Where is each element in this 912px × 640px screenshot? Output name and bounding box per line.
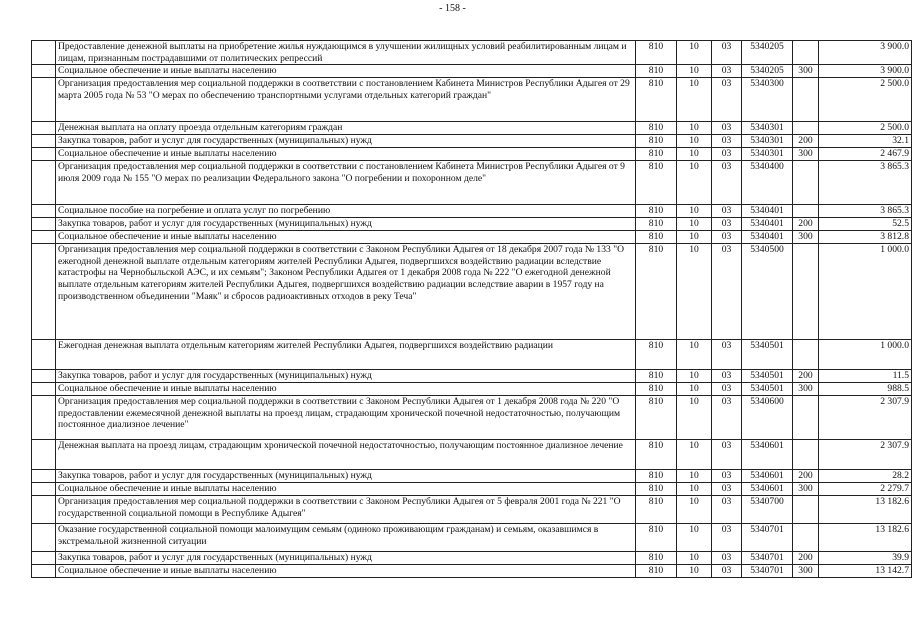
blank-cell <box>32 483 56 496</box>
row-csr: 5340501 <box>742 370 793 383</box>
row-adm: 810 <box>636 396 677 440</box>
row-sum: 2 279.7 <box>819 483 912 496</box>
row-adm: 810 <box>636 122 677 135</box>
blank-cell <box>32 122 56 135</box>
blank-cell <box>32 78 56 122</box>
row-rz: 10 <box>677 383 712 396</box>
blank-cell <box>32 396 56 440</box>
row-rz: 10 <box>677 122 712 135</box>
blank-cell <box>32 65 56 78</box>
row-sum: 13 182.6 <box>819 496 912 524</box>
row-csr: 5340701 <box>742 565 793 578</box>
row-name: Закупка товаров, работ и услуг для государственных (муниципальных) нужд <box>56 470 636 483</box>
row-rz: 10 <box>677 370 712 383</box>
table-row <box>32 135 912 148</box>
row-rz: 10 <box>677 231 712 244</box>
row-vr: 300 <box>793 483 819 496</box>
blank-cell <box>32 205 56 218</box>
blank-cell <box>32 496 56 524</box>
row-sum: 2 307.9 <box>819 440 912 470</box>
table-row <box>32 205 912 218</box>
blank-cell <box>32 524 56 552</box>
row-rz: 10 <box>677 148 712 161</box>
row-name: Социальное обеспечение и иные выплаты населению <box>56 483 636 496</box>
row-vr: 200 <box>793 135 819 148</box>
table-row <box>32 524 912 552</box>
row-vr <box>793 396 819 440</box>
row-csr: 5340301 <box>742 122 793 135</box>
row-rz: 10 <box>677 135 712 148</box>
row-csr: 5340701 <box>742 524 793 552</box>
row-sum: 52.5 <box>819 218 912 231</box>
row-rz: 10 <box>677 440 712 470</box>
row-name: Социальное обеспечение и иные выплаты населению <box>56 231 636 244</box>
row-sum: 3 865.3 <box>819 205 912 218</box>
row-name: Ежегодная денежная выплата отдельным категориям жителей Республики Адыгея, подвергшихся воздействию радиации <box>56 340 636 370</box>
row-prz: 03 <box>712 78 742 122</box>
row-rz: 10 <box>677 552 712 565</box>
blank-cell <box>32 565 56 578</box>
row-vr <box>793 244 819 340</box>
row-csr: 5340205 <box>742 65 793 78</box>
table-row <box>32 161 912 205</box>
row-csr: 5340501 <box>742 340 793 370</box>
row-prz: 03 <box>712 383 742 396</box>
row-rz: 10 <box>677 396 712 440</box>
row-adm: 810 <box>636 135 677 148</box>
row-name: Оказание государственной социальной помощи малоимущим семьям (одиноко проживающим гражданам) и семьям, оказавшимся в экстремальной жизненной ситуации <box>56 524 636 552</box>
row-csr: 5340401 <box>742 218 793 231</box>
row-sum: 988.5 <box>819 383 912 396</box>
table-row <box>32 218 912 231</box>
row-csr: 5340400 <box>742 161 793 205</box>
row-adm: 810 <box>636 565 677 578</box>
row-rz: 10 <box>677 496 712 524</box>
row-sum: 3 900.0 <box>819 41 912 65</box>
row-name: Предоставление денежной выплаты на приобретение жилья нуждающимся в улучшении жилищных условий реабилитированным лицам и лицам, признанным пострадавшими от политических репрессий <box>56 41 636 65</box>
row-name: Закупка товаров, работ и услуг для государственных (муниципальных) нужд <box>56 370 636 383</box>
row-sum: 13 182.6 <box>819 524 912 552</box>
row-vr <box>793 205 819 218</box>
table-row <box>32 231 912 244</box>
row-prz: 03 <box>712 552 742 565</box>
row-vr: 300 <box>793 231 819 244</box>
row-adm: 810 <box>636 483 677 496</box>
row-prz: 03 <box>712 244 742 340</box>
row-csr: 5340601 <box>742 470 793 483</box>
row-rz: 10 <box>677 65 712 78</box>
row-csr: 5340601 <box>742 483 793 496</box>
row-vr: 300 <box>793 565 819 578</box>
row-sum: 28.2 <box>819 470 912 483</box>
row-vr: 200 <box>793 552 819 565</box>
row-adm: 810 <box>636 148 677 161</box>
row-name: Социальное обеспечение и иные выплаты населению <box>56 148 636 161</box>
row-name: Денежная выплата на проезд лицам, страдающим хронической почечной недостаточностью, получающим постоянное диализное лечение <box>56 440 636 470</box>
table-row <box>32 496 912 524</box>
row-adm: 810 <box>636 340 677 370</box>
row-rz: 10 <box>677 78 712 122</box>
budget-table-body <box>32 41 912 578</box>
row-vr <box>793 340 819 370</box>
blank-cell <box>32 231 56 244</box>
row-adm: 810 <box>636 470 677 483</box>
row-vr <box>793 440 819 470</box>
row-name: Социальное обеспечение и иные выплаты населению <box>56 565 636 578</box>
row-sum: 2 307.9 <box>819 396 912 440</box>
row-adm: 810 <box>636 383 677 396</box>
row-vr: 200 <box>793 218 819 231</box>
row-name: Закупка товаров, работ и услуг для государственных (муниципальных) нужд <box>56 218 636 231</box>
row-prz: 03 <box>712 135 742 148</box>
table-row <box>32 244 912 340</box>
row-prz: 03 <box>712 205 742 218</box>
row-prz: 03 <box>712 218 742 231</box>
row-adm: 810 <box>636 552 677 565</box>
blank-cell <box>32 440 56 470</box>
row-csr: 5340600 <box>742 396 793 440</box>
table-row <box>32 565 912 578</box>
row-sum: 3 812.8 <box>819 231 912 244</box>
table-row <box>32 440 912 470</box>
row-name: Организация предоставления мер социальной поддержки в соответствии с Законом Республики Адыгея от 5 февраля 2001 года № 221 "О государственной социальной помощи в Республике Адыгея" <box>56 496 636 524</box>
blank-cell <box>32 470 56 483</box>
blank-cell <box>32 340 56 370</box>
row-sum: 1 000.0 <box>819 244 912 340</box>
table-row <box>32 470 912 483</box>
blank-cell <box>32 218 56 231</box>
row-adm: 810 <box>636 440 677 470</box>
row-prz: 03 <box>712 41 742 65</box>
row-sum: 1 000.0 <box>819 340 912 370</box>
row-csr: 5340700 <box>742 496 793 524</box>
row-adm: 810 <box>636 161 677 205</box>
row-adm: 810 <box>636 78 677 122</box>
row-prz: 03 <box>712 161 742 205</box>
row-adm: 810 <box>636 496 677 524</box>
row-name: Организация предоставления мер социальной поддержки в соответствии с Законом Республики Адыгея от 1 декабря 2008 года № 220 "О предоставлении ежемесячной денежной выплаты на проезд лицам, страдающим хронической почечной недостаточностью, получающим постоянное диализное лечение" <box>56 396 636 440</box>
row-adm: 810 <box>636 244 677 340</box>
row-prz: 03 <box>712 565 742 578</box>
row-adm: 810 <box>636 231 677 244</box>
row-sum: 3 865.3 <box>819 161 912 205</box>
row-vr: 300 <box>793 65 819 78</box>
blank-cell <box>32 41 56 65</box>
row-rz: 10 <box>677 205 712 218</box>
blank-cell <box>32 148 56 161</box>
row-rz: 10 <box>677 218 712 231</box>
table-row <box>32 122 912 135</box>
blank-cell <box>32 552 56 565</box>
row-prz: 03 <box>712 496 742 524</box>
row-csr: 5340300 <box>742 78 793 122</box>
row-vr <box>793 161 819 205</box>
row-vr: 300 <box>793 148 819 161</box>
table-row <box>32 78 912 122</box>
row-vr <box>793 78 819 122</box>
row-sum: 3 900.0 <box>819 65 912 78</box>
row-name: Социальное обеспечение и иные выплаты населению <box>56 383 636 396</box>
table-row <box>32 483 912 496</box>
blank-cell <box>32 135 56 148</box>
row-csr: 5340501 <box>742 383 793 396</box>
row-name: Организация предоставления мер социальной поддержки в соответствии с постановлением Кабинета Министров Республики Адыгея от 9 июля 2009 года № 155 "О мерах по реализации Федерального закона "О погребении и похоронном деле" <box>56 161 636 205</box>
table-row <box>32 41 912 65</box>
row-name: Организация предоставления мер социальной поддержки в соответствии с постановлением Кабинета Министров Республики Адыгея от 29 марта 2005 года № 53 "О мерах по обеспечению транспортными услугами отдельных категорий граждан" <box>56 78 636 122</box>
blank-cell <box>32 383 56 396</box>
row-csr: 5340401 <box>742 231 793 244</box>
table-row <box>32 396 912 440</box>
table-row <box>32 383 912 396</box>
row-csr: 5340205 <box>742 41 793 65</box>
row-name: Организация предоставления мер социальной поддержки в соответствии с Законом Республики Адыгея от 18 декабря 2007 года № 133 "О ежегодной денежной выплате отдельным категориям жителей Республики Адыгея, подвергшихся воздействию радиации вследствие катастрофы на Чернобыльской АЭС, и их семьям"; Законом Республики Адыгея от 1 декабря 2008 года № 222 "О ежегодной денежной выплате отдельным категориям жителей Республики Адыгея, подвергшихся воздействию радиации вследствие аварии в 1957 году на производственном объединении "Маяк" и сбросов радиоактивных отходов в реку Теча" <box>56 244 636 340</box>
row-name: Денежная выплата на оплату проезда отдельным категориям граждан <box>56 122 636 135</box>
row-rz: 10 <box>677 470 712 483</box>
row-prz: 03 <box>712 396 742 440</box>
blank-cell <box>32 370 56 383</box>
row-rz: 10 <box>677 340 712 370</box>
row-vr: 300 <box>793 383 819 396</box>
row-name: Закупка товаров, работ и услуг для государственных (муниципальных) нужд <box>56 135 636 148</box>
table-row <box>32 148 912 161</box>
row-vr: 200 <box>793 370 819 383</box>
row-vr <box>793 41 819 65</box>
row-rz: 10 <box>677 524 712 552</box>
page-number: - 158 - <box>439 3 466 14</box>
row-sum: 11.5 <box>819 370 912 383</box>
row-adm: 810 <box>636 524 677 552</box>
row-rz: 10 <box>677 244 712 340</box>
row-rz: 10 <box>677 41 712 65</box>
row-rz: 10 <box>677 483 712 496</box>
row-rz: 10 <box>677 565 712 578</box>
row-prz: 03 <box>712 340 742 370</box>
row-sum: 32.1 <box>819 135 912 148</box>
row-name: Социальное пособие на погребение и оплата услуг по погребению <box>56 205 636 218</box>
row-csr: 5340301 <box>742 135 793 148</box>
row-prz: 03 <box>712 370 742 383</box>
table-row <box>32 552 912 565</box>
budget-table <box>31 40 912 578</box>
row-prz: 03 <box>712 65 742 78</box>
row-csr: 5340401 <box>742 205 793 218</box>
row-sum: 2 500.0 <box>819 78 912 122</box>
row-sum: 13 142.7 <box>819 565 912 578</box>
row-adm: 810 <box>636 205 677 218</box>
row-name: Социальное обеспечение и иные выплаты населению <box>56 65 636 78</box>
table-row <box>32 340 912 370</box>
row-csr: 5340500 <box>742 244 793 340</box>
row-prz: 03 <box>712 483 742 496</box>
row-csr: 5340701 <box>742 552 793 565</box>
table-row <box>32 65 912 78</box>
row-sum: 39.9 <box>819 552 912 565</box>
row-csr: 5340601 <box>742 440 793 470</box>
row-vr <box>793 496 819 524</box>
row-adm: 810 <box>636 218 677 231</box>
row-sum: 2 500.0 <box>819 122 912 135</box>
blank-cell <box>32 161 56 205</box>
row-prz: 03 <box>712 524 742 552</box>
row-vr <box>793 122 819 135</box>
row-name: Закупка товаров, работ и услуг для государственных (муниципальных) нужд <box>56 552 636 565</box>
row-sum: 2 467.9 <box>819 148 912 161</box>
row-prz: 03 <box>712 122 742 135</box>
row-vr: 200 <box>793 470 819 483</box>
row-adm: 810 <box>636 65 677 78</box>
table-row <box>32 370 912 383</box>
row-adm: 810 <box>636 370 677 383</box>
row-rz: 10 <box>677 161 712 205</box>
row-adm: 810 <box>636 41 677 65</box>
row-vr <box>793 524 819 552</box>
row-prz: 03 <box>712 470 742 483</box>
row-prz: 03 <box>712 231 742 244</box>
row-csr: 5340301 <box>742 148 793 161</box>
blank-cell <box>32 244 56 340</box>
row-prz: 03 <box>712 148 742 161</box>
row-prz: 03 <box>712 440 742 470</box>
